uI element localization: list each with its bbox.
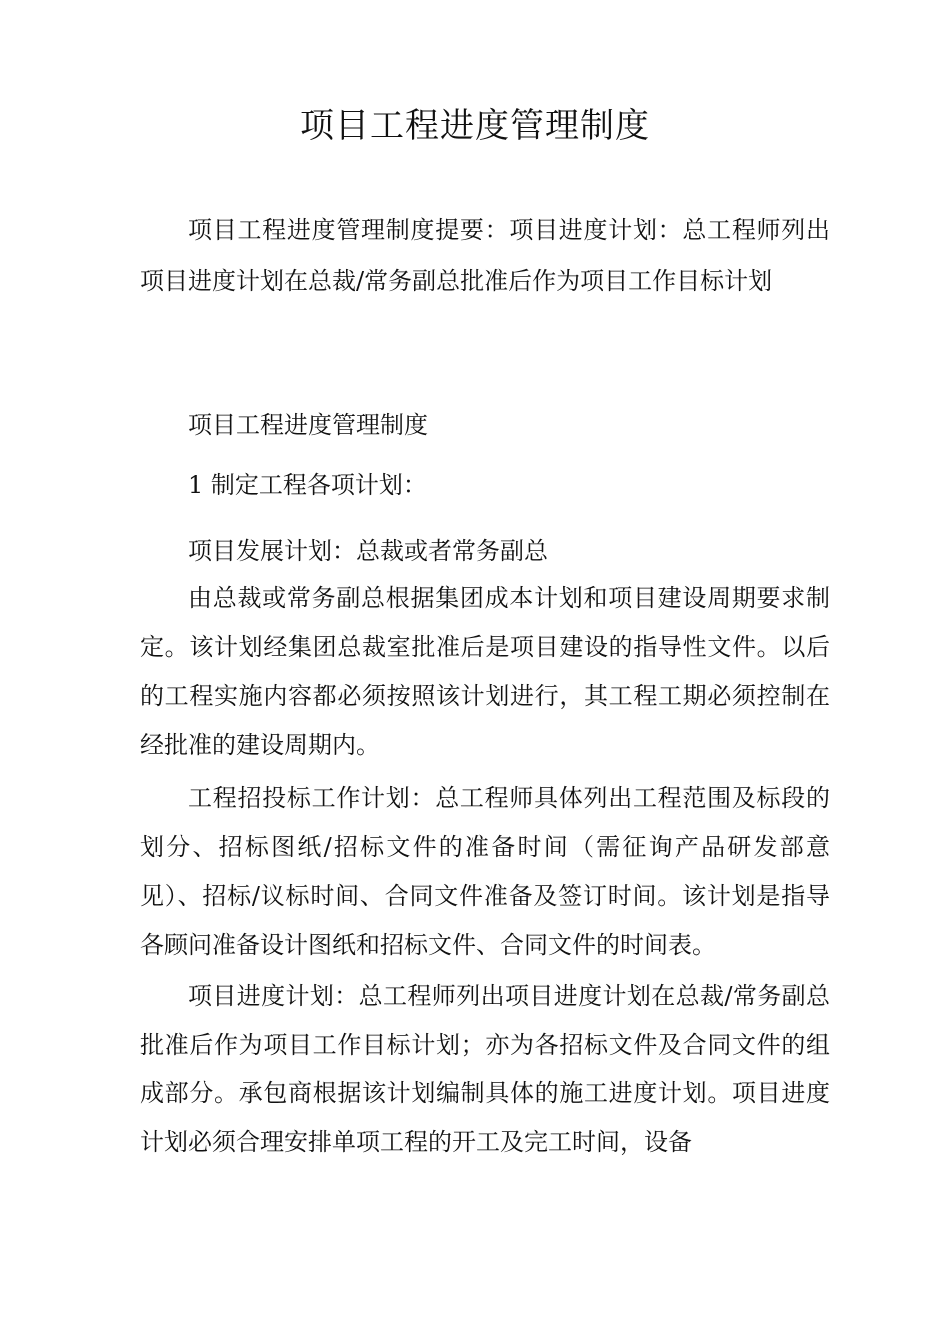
- bidding-plan-paragraph: 工程招投标工作计划：总工程师具体列出工程范围及标段的划分、招标图纸/招标文件的准备时间（需征询产品研发部意见）、招标/议标时间、合同文件准备及签订时间。该计划是指导各顾问准备设计图纸和招标文件、合同文件的时间表。: [140, 784, 830, 959]
- development-plan-heading: 项目发展计划：总裁或者常务副总: [188, 537, 548, 565]
- summary-paragraph: 项目工程进度管理制度提要：项目进度计划：总工程师列出项目进度计划在总裁/常务副总批准后作为项目工作目标计划: [140, 216, 830, 295]
- development-plan-paragraph: 由总裁或常务副总根据集团成本计划和项目建设周期要求制定。该计划经集团总裁室批准后是项目建设的指导性文件。以后的工程实施内容都必须按照该计划进行，其工程工期必须控制在经批准的建设周期内。: [140, 584, 830, 759]
- section-title: 项目工程进度管理制度: [188, 411, 428, 439]
- list-item-1: 1 制定工程各项计划：: [188, 471, 427, 499]
- document-title: 项目工程进度管理制度: [300, 106, 650, 146]
- progress-plan-paragraph: 项目进度计划：总工程师列出项目进度计划在总裁/常务副总批准后作为项目工作目标计划；亦为各招标文件及合同文件的组成部分。承包商根据该计划编制具体的施工进度计划。项目进度计划必须合理安排单项工程的开工及完工时间，设备: [140, 982, 830, 1156]
